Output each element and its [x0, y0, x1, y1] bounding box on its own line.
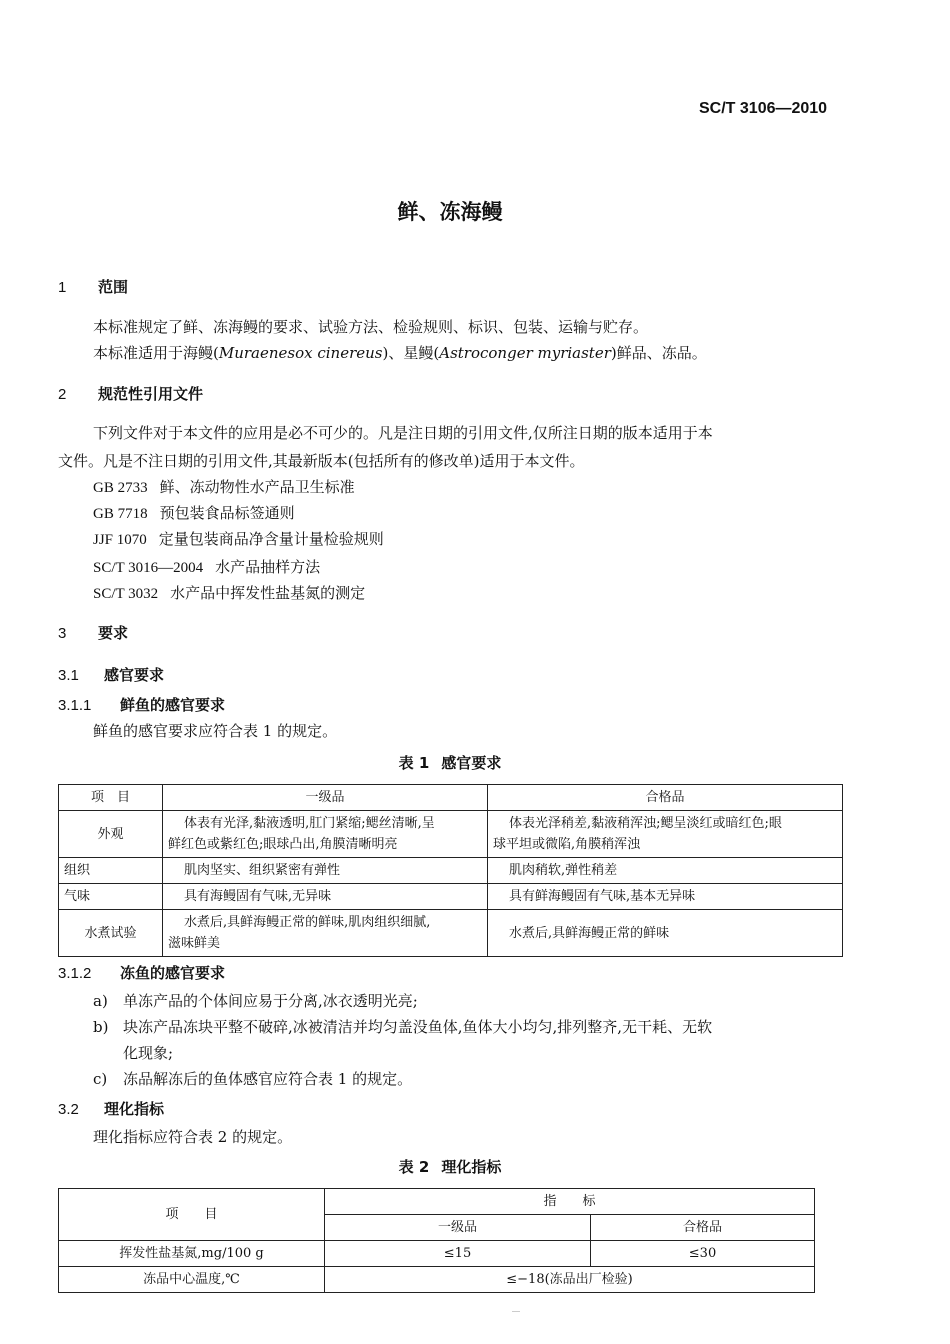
text-span: 本标准适用于海鳗( — [93, 344, 219, 362]
section-3-1-2-heading — [58, 962, 225, 983]
table-2 — [58, 1188, 815, 1293]
section-title: 要求 — [98, 624, 129, 642]
cell-line: 滋味鲜美 — [168, 936, 221, 951]
ref-item — [93, 502, 295, 523]
scientific-name: Astroconger myriaster — [439, 344, 611, 362]
table-row — [59, 1241, 815, 1267]
table-row — [59, 858, 843, 884]
section-title: 冻鱼的感官要求 — [120, 964, 226, 982]
table-cell: 具有海鳗固有气味,无异味 — [163, 884, 488, 910]
ref-title: 水产品抽样方法 — [215, 558, 321, 576]
ref-code: SC/T 3016—2004 — [93, 560, 204, 576]
text-span: )、星鳗( — [382, 344, 440, 362]
table-cell: 挥发性盐基氮,mg/100 g — [59, 1241, 325, 1267]
section-3-1-1-text: 鲜鱼的感官要求应符合表 1 的规定。 — [93, 722, 338, 740]
table-cell: 组织 — [59, 858, 163, 884]
table-cell: ≤30 — [591, 1241, 815, 1267]
section-number: 3.2 — [58, 1101, 79, 1118]
refs-intro-line-1: 下列文件对于本文件的应用是必不可少的。凡是注日期的引用文件,仅所注日期的版本适用于本 — [93, 424, 713, 442]
cell-line: 体表有光泽,黏液透明,肛门紧缩;鳃丝清晰,呈 — [184, 816, 435, 831]
section-number: 3.1.1 — [58, 697, 92, 714]
list-item — [93, 990, 418, 1011]
list-label: a) — [93, 992, 108, 1010]
document-title: 鲜、冻海鳗 — [397, 200, 503, 224]
table-cell: 冻品中心温度,℃ — [59, 1267, 325, 1293]
scan-mark — [512, 1311, 520, 1312]
section-number: 1 — [58, 279, 67, 296]
section-title: 鲜鱼的感官要求 — [120, 696, 226, 714]
caption-title: 感官要求 — [441, 754, 502, 772]
section-3-heading — [58, 622, 128, 643]
section-title: 理化指标 — [104, 1100, 165, 1118]
section-number: 3.1.2 — [58, 965, 92, 982]
standard-code: SC/T 3106—2010 — [699, 100, 828, 117]
section-3-1-heading — [58, 664, 164, 685]
list-text: 块冻产品冻块平整不破碎,冰被清洁并均匀盖没鱼体,鱼体大小均匀,排列整齐,无干耗、无软 — [123, 1018, 713, 1036]
table-row — [59, 811, 843, 858]
list-label: c) — [93, 1070, 108, 1088]
table-header-row — [59, 1189, 815, 1215]
refs-intro-line-2: 文件。凡是不注日期的引用文件,其最新版本(包括所有的修改单)适用于本文件。 — [58, 452, 585, 470]
list-item — [93, 1016, 712, 1037]
ref-title: 定量包装商品净含量计量检验规则 — [158, 530, 384, 548]
list-label: b) — [93, 1018, 109, 1036]
table-cell: 肌肉稍软,弹性稍差 — [488, 858, 843, 884]
header-cell: 一级品 — [163, 785, 488, 811]
table-cell: ≤15 — [325, 1241, 591, 1267]
cell-line: 水煮后,具鲜海鳗正常的鲜味,肌肉组织细腻, — [184, 915, 431, 930]
list-text: 冻品解冻后的鱼体感官应符合表 1 的规定。 — [123, 1070, 413, 1088]
table-cell — [488, 811, 843, 858]
table-cell: 水煮后,具鲜海鳗正常的鲜味 — [488, 910, 843, 957]
table-row — [59, 1267, 815, 1293]
cell-line: 球平坦或微陷,角膜稍浑浊 — [493, 837, 641, 852]
header-cell: 项 目 — [59, 785, 163, 811]
ref-code: SC/T 3032 — [93, 586, 159, 602]
table-row — [59, 910, 843, 957]
ref-title: 预包装食品标签通则 — [159, 504, 295, 522]
ref-code: JJF 1070 — [93, 532, 147, 548]
ref-title: 水产品中挥发性盐基氮的测定 — [170, 584, 366, 602]
section-number: 2 — [58, 386, 67, 403]
section-title: 感官要求 — [104, 666, 165, 684]
table-cell: 具有鲜海鳗固有气味,基本无异味 — [488, 884, 843, 910]
table-cell: 水煮试验 — [59, 910, 163, 957]
section-number: 3.1 — [58, 667, 79, 684]
caption-title: 理化指标 — [441, 1158, 502, 1176]
header-cell: 指 标 — [325, 1189, 815, 1215]
section-title: 范围 — [98, 278, 129, 296]
section-2-heading — [58, 383, 203, 404]
table-cell: 外观 — [59, 811, 163, 858]
caption-number: 表 1 — [398, 754, 430, 772]
table-cell: ≤−18(冻品出厂检验) — [325, 1267, 815, 1293]
scope-paragraph-2 — [93, 342, 707, 363]
text-span: )鲜品、冻品。 — [610, 344, 707, 362]
section-number: 3 — [58, 625, 67, 642]
table-cell — [163, 811, 488, 858]
ref-code: GB 7718 — [93, 506, 148, 522]
table-row — [59, 884, 843, 910]
list-text: 单冻产品的个体间应易于分离,冰衣透明光亮; — [123, 992, 418, 1010]
ref-item — [93, 476, 355, 497]
table-1 — [58, 784, 843, 957]
table-1-caption — [0, 752, 900, 773]
list-item — [93, 1068, 412, 1089]
header-cell: 一级品 — [325, 1215, 591, 1241]
caption-number: 表 2 — [398, 1158, 430, 1176]
table-cell: 气味 — [59, 884, 163, 910]
section-3-2-text: 理化指标应符合表 2 的规定。 — [93, 1128, 293, 1146]
header-cell: 项 目 — [59, 1189, 325, 1241]
ref-item — [93, 528, 384, 549]
header-cell: 合格品 — [591, 1215, 815, 1241]
section-3-1-1-heading — [58, 694, 225, 715]
table-cell — [163, 910, 488, 957]
cell-line: 体表光泽稍差,黏液稍浑浊;鳃呈淡红或暗红色;眼 — [509, 816, 782, 831]
header-cell: 合格品 — [488, 785, 843, 811]
section-title: 规范性引用文件 — [98, 385, 204, 403]
ref-item — [93, 582, 365, 603]
table-cell: 肌肉坚实、组织紧密有弹性 — [163, 858, 488, 884]
ref-item — [93, 556, 320, 577]
table-2-caption — [0, 1156, 900, 1177]
section-1-heading — [58, 276, 128, 297]
list-item-continuation: 化现象; — [123, 1044, 174, 1062]
scope-paragraph-1: 本标准规定了鲜、冻海鳗的要求、试验方法、检验规则、标识、包装、运输与贮存。 — [93, 318, 649, 336]
ref-title: 鲜、冻动物性水产品卫生标准 — [159, 478, 355, 496]
section-3-2-heading — [58, 1098, 164, 1119]
ref-code: GB 2733 — [93, 480, 148, 496]
cell-line: 鲜红色或紫红色;眼球凸出,角膜清晰明亮 — [168, 837, 398, 852]
scientific-name: Muraenesox cinereus — [218, 344, 383, 362]
table-header-row — [59, 785, 843, 811]
